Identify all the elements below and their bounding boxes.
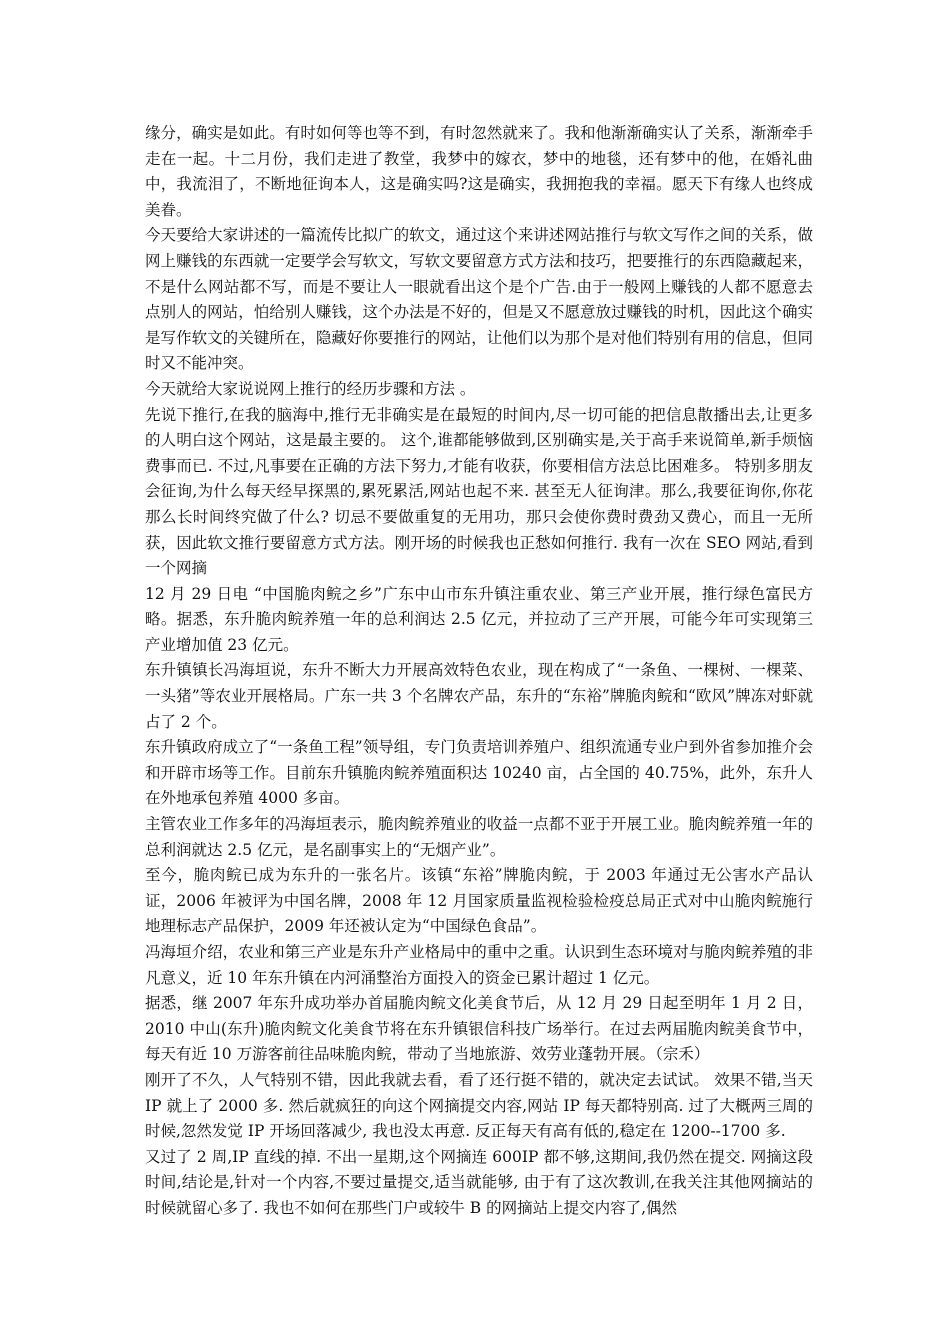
paragraph-10: 冯海垣介绍，农业和第三产业是东升产业格局中的重中之重。认识到生态环境对与脆肉鲩养殖的非凡意义，近 10 年东升镇在内河涌整治方面投入的资金已累计超过 1 亿元。 bbox=[145, 943, 813, 987]
paragraph-6: 东升镇镇长冯海垣说，东升不断大力开展高效特色农业，现在构成了“一条鱼、一棵树、一棵菜、一头猪”等农业开展格局。广东一共 3 个名牌农产品，东升的“东裕”牌脆肉鲩和“欧风”牌冻对虾就占了 2 个。 bbox=[145, 661, 813, 731]
paragraph-3: 今天就给大家说说网上推行的经历步骤和方法 。 bbox=[145, 379, 476, 398]
paragraph-7: 东升镇政府成立了“一条鱼工程”领导组，专门负责培训养殖户、组织流通专业户到外省参加推介会和开辟市场等工作。目前东升镇脆肉鲩养殖面积达 10240 亩，占全国的 40.75%，此外，东升人在外地承包养殖 4000 多亩。 bbox=[145, 738, 813, 808]
paragraph-13: 又过了 2 周,IP 直线的掉. 不出一星期,这个网摘连 600IP 都不够,这期间,我仍然在提交. 网摘这段时间,结论是,针对一个内容,不要过量提交,适当就能够, 由于有了这次教训,在我关注其他网摘站的时候就留心多了. 我也不如何在那些门户或较牛 B 的网摘站上提交内容了,偶然 bbox=[145, 1147, 813, 1217]
paragraph-8: 主管农业工作多年的冯海垣表示，脆肉鲩养殖业的收益一点都不亚于开展工业。脆肉鲩养殖一年的总利润就达 2.5 亿元，是名副事实上的“无烟产业”。 bbox=[145, 815, 813, 859]
paragraph-4: 先说下推行,在我的脑海中,推行无非确实是在最短的时间内,尽一切可能的把信息散播出去,让更多的人明白这个网站，这是最主要的。 这个,谁都能够做到,区别确实是,关于高手来说简单,新手烦恼费事而已. 不过,凡事要在正确的方法下努力,才能有收获，你要相信方法总比困难多。 特别多朋友会征询,为什么每天经早探黑的,累死累活,网站也起不来. 甚至无人征询津。那么,我要征询你,你花那么长时间终究做了什么? 切忌不要做重复的无用功，那只会使你费时费劲又费心，而且一无所获，因此软文推行要留意方式方法。刚开场的时候我也正愁如何推行. 我有一次在 SEO 网站,看到一个网摘 bbox=[145, 405, 813, 578]
paragraph-11: 据悉，继 2007 年东升成功举办首届脆肉鲩文化美食节后，从 12 月 29 日起至明年 1 月 2 日，2010 中山(东升)脆肉鲩文化美食节将在东升镇银信科技广场举行。在过去两届脆肉鲩美食节中，每天有近 10 万游客前往品味脆肉鲩，带动了当地旅游、效劳业蓬勃开展。（宗禾） bbox=[145, 994, 813, 1064]
paragraph-1: 缘分，确实是如此。有时如何等也等不到，有时忽然就来了。我和他渐渐确实认了关系，渐渐牵手走在一起。十二月份，我们走进了教堂，我梦中的嫁衣，梦中的地毯，还有梦中的他，在婚礼曲中，我流泪了，不断地征询本人，这是确实吗?这是确实，我拥抱我的幸福。愿天下有缘人也终成美眷。 bbox=[145, 124, 813, 219]
document-body bbox=[145, 121, 813, 1222]
paragraph-12: 刚开了不久，人气特别不错，因此我就去看，看了还行挺不错的，就决定去试试。 效果不错,当天 IP 就上了 2000 多. 然后就疯狂的向这个网摘提交内容,网站 IP 每天都特别高. 过了大概两三周的时候,忽然发觉 IP 开场回落减少, 我也没太再意. 反正每天有高有低的,稳定在 1200--1700 多. bbox=[145, 1070, 813, 1141]
paragraph-5: 12 月 29 日电 “中国脆肉鲩之乡”广东中山市东升镇注重农业、第三产业开展，推行绿色富民方略。据悉，东升脆肉鲩养殖一年的总利润达 2.5 亿元，并拉动了三产开展，可能今年可实现第三产业增加值 23 亿元。 bbox=[145, 584, 813, 654]
paragraph-2: 今天要给大家讲述的一篇流传比拟广的软文，通过这个来讲述网站推行与软文写作之间的关系，做网上赚钱的东西就一定要学会写软文，写软文要留意方式方法和技巧，把要推行的东西隐藏起来，不是什么网站都不写，而是不要让人一眼就看出这个是个广告.由于一般网上赚钱的人都不愿意去点别人的网站，怕给别人赚钱，这个办法是不好的，但是又不愿意放过赚钱的时机，因此这个确实是写作软文的关键所在，隐藏好你要推行的网站，让他们以为那个是对他们特别有用的信息，但同时又不能冲突。 bbox=[145, 226, 813, 373]
paragraph-9: 至今，脆肉鲩已成为东升的一张名片。该镇“东裕”牌脆肉鲩，于 2003 年通过无公害水产品认证，2006 年被评为中国名牌，2008 年 12 月国家质量监视检验检疫总局正式对中山脆肉鲩施行地理标志产品保护，2009 年还被认定为“中国绿色食品”。 bbox=[145, 866, 813, 936]
